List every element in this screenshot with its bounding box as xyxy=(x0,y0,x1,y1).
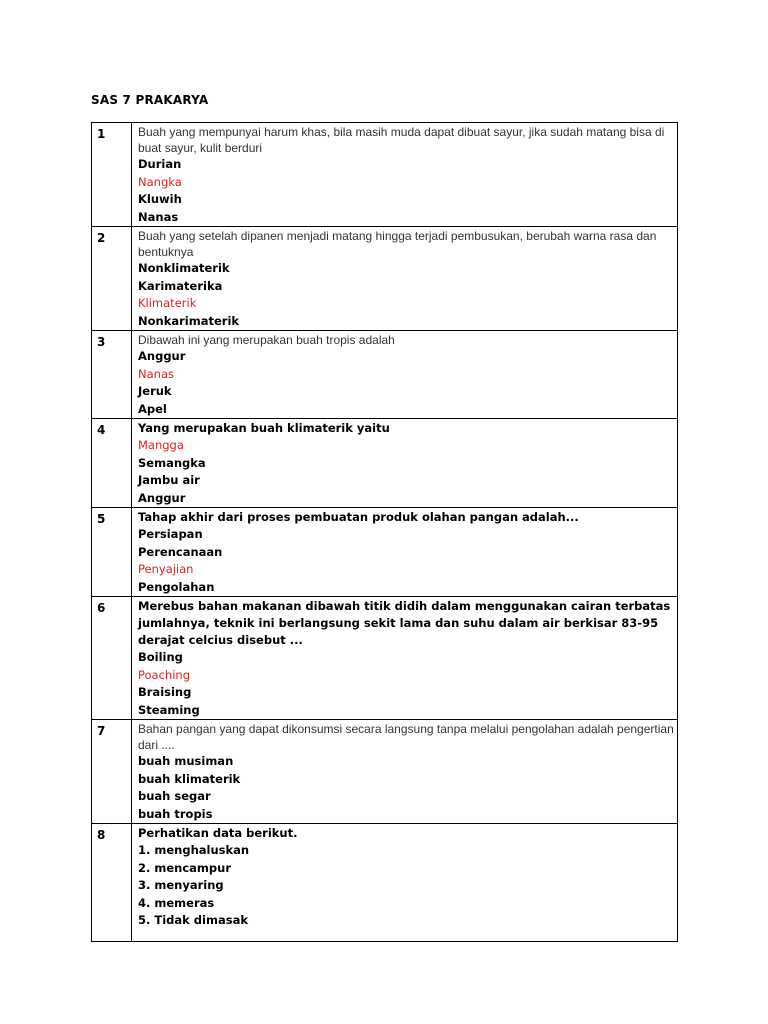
answer-option-correct: Klimaterik xyxy=(138,296,197,310)
answer-option: Braising xyxy=(138,685,192,699)
answer-option: Jambu air xyxy=(138,473,200,487)
answer-option: 3. menyaring xyxy=(138,878,224,892)
question-text: Buah yang mempunyai harum khas, bila masih muda dapat dibuat sayur, jika sudah matang bisa di buat sayur, kulit berduri xyxy=(138,125,665,155)
answer-option: Persiapan xyxy=(138,527,203,541)
question-content xyxy=(132,508,678,597)
document-title: SAS 7 PRAKARYA xyxy=(91,93,209,107)
question-content xyxy=(132,597,678,720)
question-number: 7 xyxy=(92,720,132,824)
question-content xyxy=(132,227,678,331)
question-table xyxy=(91,122,678,942)
question-text: Yang merupakan buah klimaterik yaitu xyxy=(138,421,390,435)
answer-option: 4. memeras xyxy=(138,895,215,910)
question-number: 6 xyxy=(92,597,132,720)
answer-option: 1. menghaluskan xyxy=(138,843,250,857)
answer-option: buah klimaterik xyxy=(138,771,241,786)
question-number: 2 xyxy=(92,227,132,331)
question-row xyxy=(92,508,678,597)
question-number: 8 xyxy=(92,824,132,942)
question-number: 3 xyxy=(92,331,132,419)
question-row xyxy=(92,227,678,331)
question-text: Tahap akhir dari proses pembuatan produk olahan pangan adalah... xyxy=(138,510,579,524)
answer-option: Jeruk xyxy=(138,384,172,398)
question-text: Perhatikan data berikut. xyxy=(138,826,298,840)
question-content xyxy=(132,824,678,942)
question-content xyxy=(132,720,678,824)
question-number: 1 xyxy=(92,123,132,227)
answer-option: Perencanaan xyxy=(138,544,223,559)
answer-option: Nonklimaterik xyxy=(138,261,230,275)
question-row xyxy=(92,720,678,824)
answer-option: Durian xyxy=(138,157,182,171)
question-text: Buah yang setelah dipanen menjadi matang hingga terjadi pembusukan, berubah warna rasa dan bentuknya xyxy=(138,229,657,259)
question-content xyxy=(132,123,678,227)
answer-option: 2. mencampur xyxy=(138,860,231,875)
question-number: 4 xyxy=(92,419,132,508)
answer-option: Nanas xyxy=(138,209,179,224)
answer-option: buah musiman xyxy=(138,754,234,768)
question-text: Dibawah ini yang merupakan buah tropis adalah xyxy=(138,333,395,347)
answer-option-correct: Penyajian xyxy=(138,562,194,576)
answer-option-correct: Nangka xyxy=(138,174,182,189)
answer-option: Semangka xyxy=(138,455,206,470)
answer-option: Boiling xyxy=(138,650,183,664)
question-row xyxy=(92,597,678,720)
answer-option: Anggur xyxy=(138,490,186,505)
question-content xyxy=(132,419,678,508)
answer-option: Steaming xyxy=(138,702,200,717)
question-row xyxy=(92,123,678,227)
answer-option: buah segar xyxy=(138,789,211,803)
question-row xyxy=(92,419,678,508)
answer-option: 5. Tidak dimasak xyxy=(138,913,248,927)
question-row xyxy=(92,331,678,419)
answer-option-correct: Poaching xyxy=(138,667,191,682)
answer-option: Kluwih xyxy=(138,192,182,206)
answer-option: Apel xyxy=(138,401,167,416)
answer-option: buah tropis xyxy=(138,806,213,821)
question-text: Merebus bahan makanan dibawah titik didih dalam menggunakan cairan terbatas jumlahnya, teknik ini berlangsung sekit lama dan suhu dalam air berkisar 83-95 derajat celcius disebut ... xyxy=(138,599,671,647)
question-row xyxy=(92,824,678,942)
answer-option: Karimaterika xyxy=(138,278,223,293)
question-number: 5 xyxy=(92,508,132,597)
answer-option: Anggur xyxy=(138,349,186,363)
answer-option: Pengolahan xyxy=(138,579,215,594)
answer-option-correct: Nanas xyxy=(138,366,174,381)
answer-option: Nonkarimaterik xyxy=(138,313,240,328)
answer-option-correct: Mangga xyxy=(138,438,184,452)
question-text: Bahan pangan yang dapat dikonsumsi secara langsung tanpa melalui pengolahan adalah pengertian dari .... xyxy=(138,722,674,752)
question-content xyxy=(132,331,678,419)
